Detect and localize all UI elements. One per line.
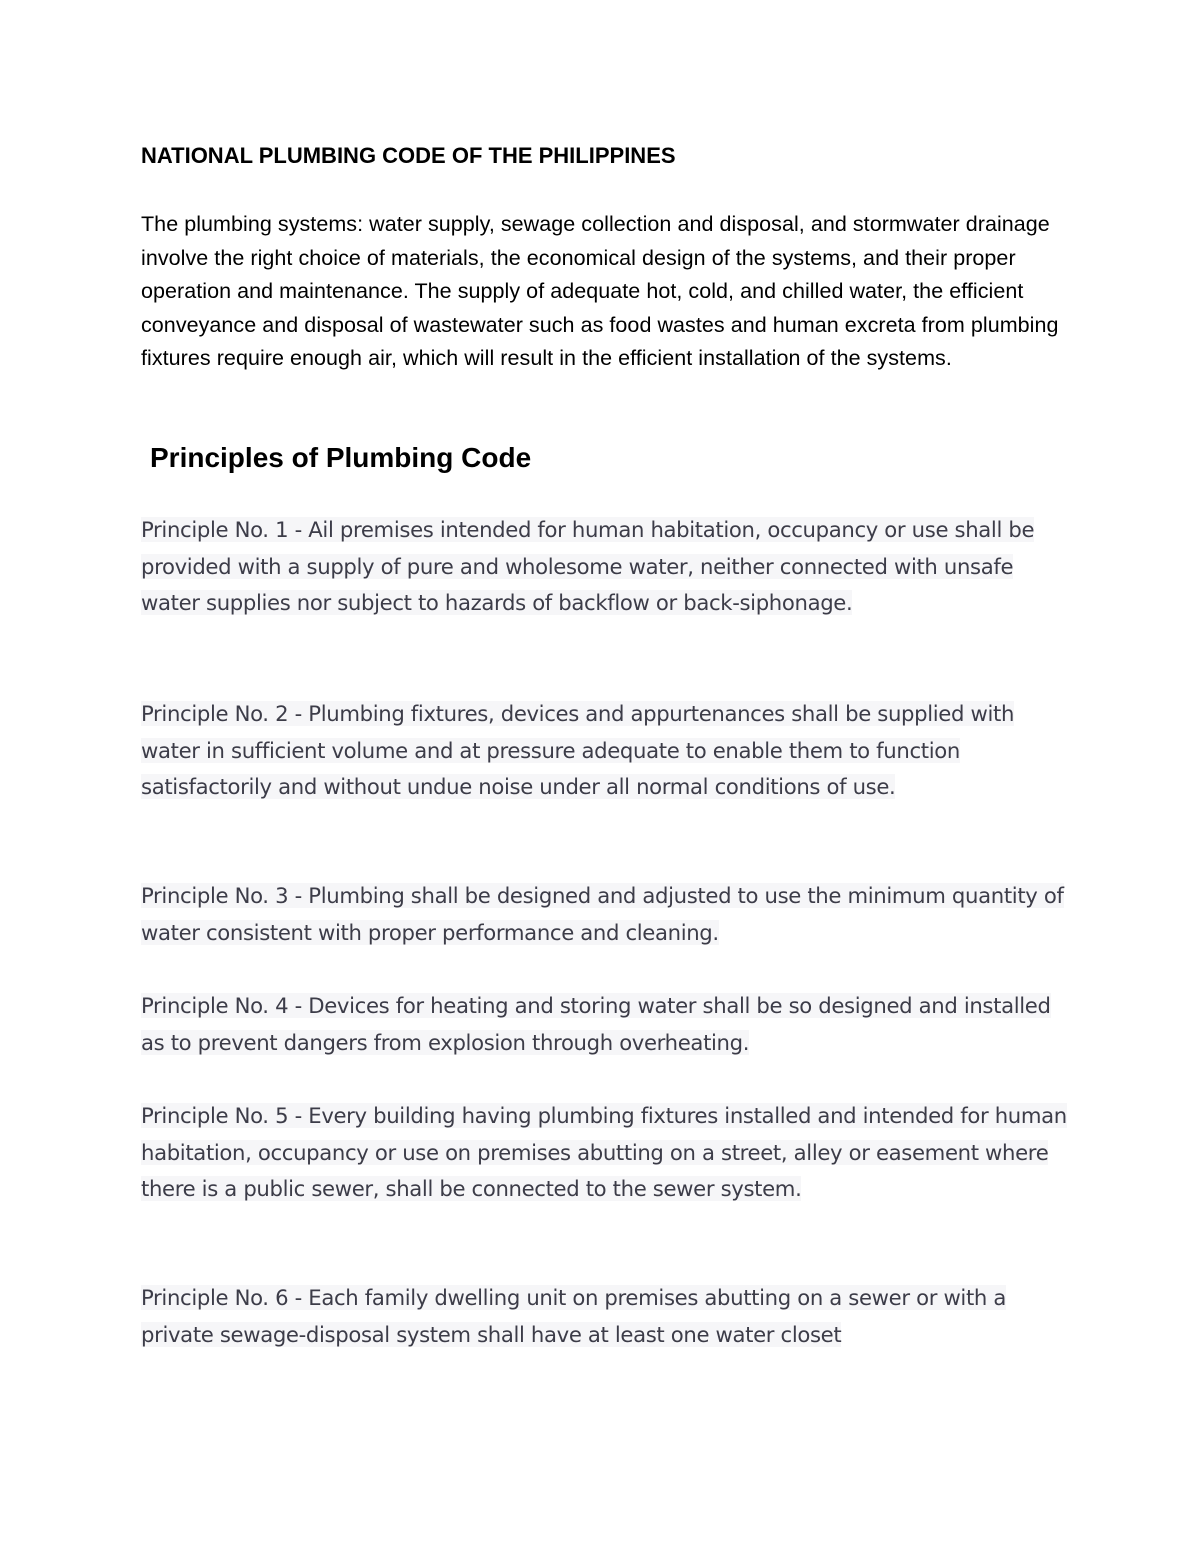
intro-paragraph: The plumbing systems: water supply, sewage collection and disposal, and stormwater drainage involve the right choice of materials, the economical design of the systems, and their proper operation and maintenance. The supply of adequate hot, cold, and chilled water, the efficient conveyance and disposal of wastewater such as food wastes and human excreta from plumbing fixtures require enough air, which will result in the efficient installation of the systems. [141,212,1059,371]
principle-3-text: Principle No. 3 - Plumbing shall be designed and adjusted to use the minimum quantity of water consistent with proper performance and cleaning. [141,883,1064,945]
principle-1 [141,512,1076,622]
principle-3 [141,878,1076,951]
document-title: NATIONAL PLUMBING CODE OF THE PHILIPPINES [141,143,676,168]
section-heading: Principles of Plumbing Code [150,442,532,473]
principle-6-text: Principle No. 6 - Each family dwelling unit on premises abutting on a sewer or with a private sewage-disposal system shall have at least one water closet [141,1285,1007,1347]
principle-2 [141,696,1076,806]
principle-2-text: Principle No. 2 - Plumbing fixtures, devices and appurtenances shall be supplied with water in sufficient volume and at pressure adequate to enable them to function satisfactorily and without undue noise under all normal conditions of use. [141,701,1015,800]
principle-5-text: Principle No. 5 - Every building having plumbing fixtures installed and intended for human habitation, occupancy or use on premises abutting on a street, alley or easement where there is a public sewer, shall be connected to the sewer system. [141,1103,1067,1202]
principle-5 [141,1098,1076,1208]
principle-4-text: Principle No. 4 - Devices for heating and storing water shall be so designed and installed as to prevent dangers from explosion through overheating. [141,993,1051,1055]
principle-6 [141,1280,1076,1353]
principle-4 [141,988,1076,1061]
principle-1-text: Principle No. 1 - Ail premises intended for human habitation, occupancy or use shall be provided with a supply of pure and wholesome water, neither connected with unsafe water supplies nor subject to hazards of backflow or back-siphonage. [141,517,1035,616]
